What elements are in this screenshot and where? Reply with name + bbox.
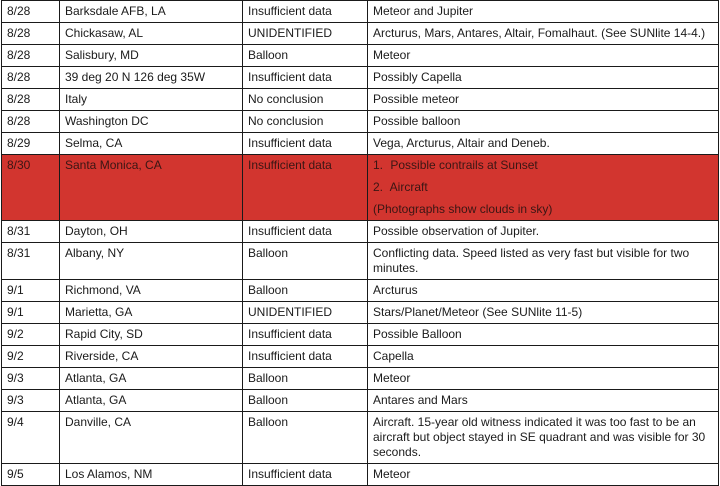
explanation-cell: Meteor: [368, 464, 719, 486]
date-cell: 9/1: [2, 302, 60, 324]
location-cell: Richmond, VA: [60, 280, 243, 302]
explanation-cell: Stars/Planet/Meteor (See SUNlite 11-5): [368, 302, 719, 324]
table-row: [2, 280, 719, 302]
date-cell: 8/28: [2, 1, 60, 23]
table-row: [2, 1, 719, 23]
location-cell: Riverside, CA: [60, 346, 243, 368]
explanation-item-text: Possible contrails at Sunset: [390, 158, 538, 172]
date-cell: 8/29: [2, 133, 60, 155]
date-cell: 8/28: [2, 111, 60, 133]
table-row: [2, 89, 719, 111]
evaluation-cell: Balloon: [243, 45, 368, 67]
location-cell: Dayton, OH: [60, 221, 243, 243]
table-row: [2, 346, 719, 368]
evaluation-cell: Insufficient data: [243, 133, 368, 155]
location-cell: Santa Monica, CA: [60, 155, 243, 221]
evaluation-cell: Insufficient data: [243, 346, 368, 368]
date-cell: 8/31: [2, 221, 60, 243]
explanation-item: [373, 180, 714, 195]
table-body: [2, 1, 719, 486]
explanation-item: [373, 202, 714, 217]
location-cell: Washington DC: [60, 111, 243, 133]
explanation-item-text: (Photographs show clouds in sky): [373, 202, 553, 216]
explanation-cell: Possible balloon: [368, 111, 719, 133]
location-cell: Danville, CA: [60, 412, 243, 464]
date-cell: 8/28: [2, 45, 60, 67]
evaluation-cell: Balloon: [243, 280, 368, 302]
table-row: [2, 324, 719, 346]
table-row: [2, 67, 719, 89]
location-cell: 39 deg 20 N 126 deg 35W: [60, 67, 243, 89]
table-row: [2, 243, 719, 280]
explanation-cell: Arcturus, Mars, Antares, Altair, Fomalhaut. (See SUNlite 14-4.): [368, 23, 719, 45]
explanation-cell: Conflicting data. Speed listed as very fast but visible for two minutes.: [368, 243, 719, 280]
location-cell: Los Alamos, NM: [60, 464, 243, 486]
explanation-cell: Vega, Arcturus, Altair and Deneb.: [368, 133, 719, 155]
date-cell: 8/28: [2, 89, 60, 111]
evaluation-cell: Balloon: [243, 390, 368, 412]
date-cell: 8/30: [2, 155, 60, 221]
date-cell: 9/2: [2, 346, 60, 368]
evaluation-cell: Balloon: [243, 368, 368, 390]
table-row: [2, 133, 719, 155]
evaluation-cell: Balloon: [243, 243, 368, 280]
location-cell: Barksdale AFB, LA: [60, 1, 243, 23]
table-row: [2, 368, 719, 390]
table-row: [2, 390, 719, 412]
evaluation-cell: Insufficient data: [243, 155, 368, 221]
evaluation-cell: Balloon: [243, 412, 368, 464]
date-cell: 9/5: [2, 464, 60, 486]
explanation-cell: Possible meteor: [368, 89, 719, 111]
evaluation-cell: Insufficient data: [243, 221, 368, 243]
explanation-cell: Possible Balloon: [368, 324, 719, 346]
location-cell: Italy: [60, 89, 243, 111]
explanation-cell: Meteor: [368, 45, 719, 67]
location-cell: Atlanta, GA: [60, 368, 243, 390]
date-cell: 9/4: [2, 412, 60, 464]
explanation-cell: Capella: [368, 346, 719, 368]
explanation-cell: Possibly Capella: [368, 67, 719, 89]
location-cell: Albany, NY: [60, 243, 243, 280]
date-cell: 8/31: [2, 243, 60, 280]
explanation-item-number: 1.: [373, 158, 384, 172]
explanation-cell: Antares and Mars: [368, 390, 719, 412]
date-cell: 9/3: [2, 368, 60, 390]
explanation-cell: Meteor: [368, 368, 719, 390]
sightings-table: [1, 0, 719, 486]
date-cell: 8/28: [2, 67, 60, 89]
location-cell: Salisbury, MD: [60, 45, 243, 67]
evaluation-cell: Insufficient data: [243, 1, 368, 23]
explanation-cell: Possible observation of Jupiter.: [368, 221, 719, 243]
explanation-cell: [368, 155, 719, 221]
date-cell: 9/3: [2, 390, 60, 412]
evaluation-cell: UNIDENTIFIED: [243, 23, 368, 45]
evaluation-cell: UNIDENTIFIED: [243, 302, 368, 324]
table-row: [2, 412, 719, 464]
location-cell: Selma, CA: [60, 133, 243, 155]
explanation-item: [373, 158, 714, 173]
table-row-highlighted: [2, 155, 719, 221]
explanation-item-text: Aircraft: [389, 180, 428, 194]
table-row: [2, 302, 719, 324]
location-cell: Atlanta, GA: [60, 390, 243, 412]
explanation-item-number: 2.: [373, 180, 384, 194]
date-cell: 8/28: [2, 23, 60, 45]
explanation-cell: Aircraft. 15-year old witness indicated it was too fast to be an aircraft but object stayed in SE quadrant and was visible for 30 seconds.: [368, 412, 719, 464]
evaluation-cell: No conclusion: [243, 111, 368, 133]
explanation-cell: Arcturus: [368, 280, 719, 302]
location-cell: Chickasaw, AL: [60, 23, 243, 45]
table-row: [2, 23, 719, 45]
date-cell: 9/1: [2, 280, 60, 302]
evaluation-cell: Insufficient data: [243, 464, 368, 486]
explanation-cell: Meteor and Jupiter: [368, 1, 719, 23]
table-row: [2, 221, 719, 243]
table-row: [2, 45, 719, 67]
table-row: [2, 111, 719, 133]
location-cell: Marietta, GA: [60, 302, 243, 324]
date-cell: 9/2: [2, 324, 60, 346]
evaluation-cell: Insufficient data: [243, 324, 368, 346]
evaluation-cell: Insufficient data: [243, 67, 368, 89]
location-cell: Rapid City, SD: [60, 324, 243, 346]
evaluation-cell: No conclusion: [243, 89, 368, 111]
